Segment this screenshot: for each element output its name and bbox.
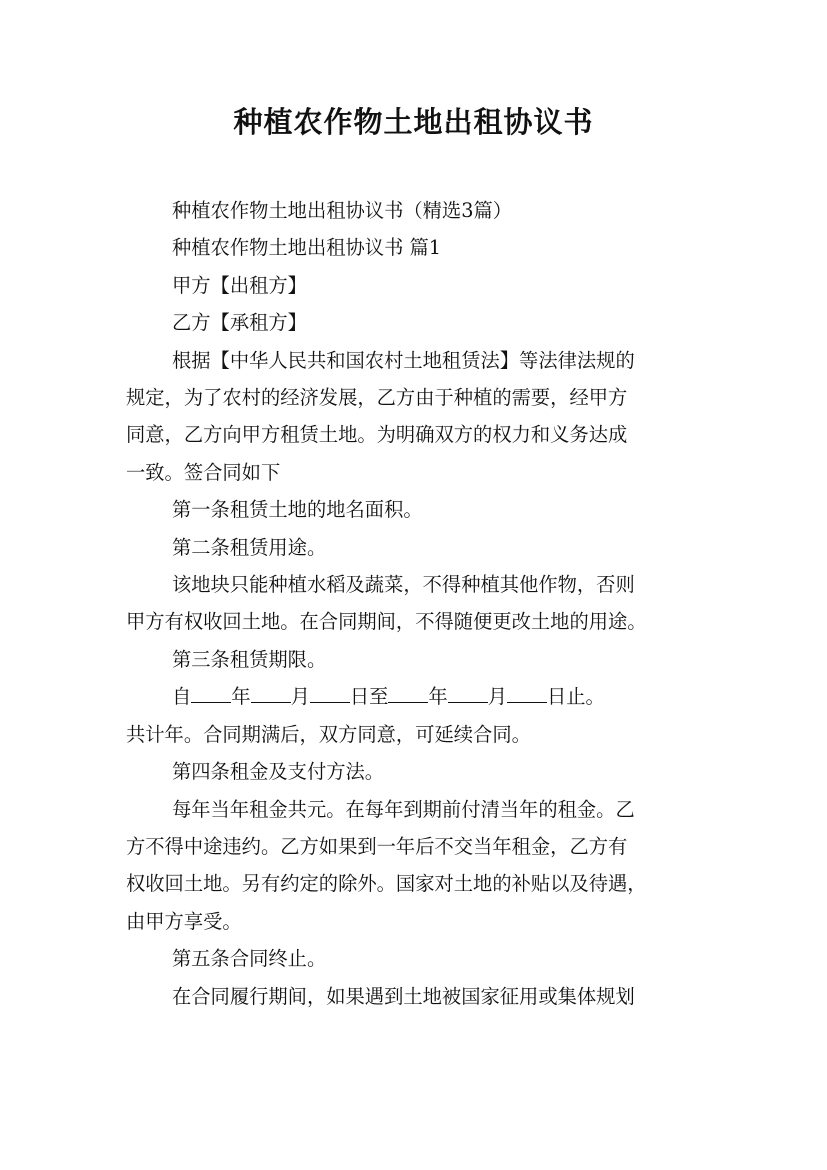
term-day-end: 日止。 bbox=[546, 685, 605, 709]
blank-field bbox=[507, 682, 547, 703]
paragraph-line: 方不得中途违约。乙方如果到一年后不交当年租金，乙方有 bbox=[126, 834, 628, 858]
section-heading: 种植农作物土地出租协议书 篇1 bbox=[172, 236, 442, 260]
paragraph-line: 同意，乙方向甲方租赁土地。为明确双方的权力和义务达成 bbox=[126, 423, 628, 447]
party-b-line: 乙方【承租方】 bbox=[172, 311, 307, 335]
document-title: 种植农作物土地出租协议书 bbox=[233, 105, 594, 139]
subtitle-line: 种植农作物土地出租协议书（精选3篇） bbox=[172, 199, 513, 222]
paragraph-line: 甲方有权收回土地。在合同期间，不得随便更改土地的用途。 bbox=[126, 610, 647, 634]
paragraph-line: 该地块只能种植水稻及蔬菜，不得种植其他作物，否则 bbox=[172, 573, 635, 597]
paragraph-line: 一致。签合同如下 bbox=[126, 460, 281, 484]
article-heading: 第二条租赁用途。 bbox=[172, 535, 327, 559]
term-day-to: 日至 bbox=[349, 685, 389, 709]
blank-field bbox=[251, 682, 291, 703]
paragraph-line: 在合同履行期间，如果遇到土地被国家征用或集体规划 bbox=[172, 984, 635, 1008]
term-month: 月 bbox=[290, 685, 310, 709]
term-year: 年 bbox=[231, 685, 251, 709]
paragraph-line: 每年当年租金共元。在每年到期前付清当年的租金。乙 bbox=[172, 797, 635, 821]
term-month: 月 bbox=[487, 685, 507, 709]
party-a-line: 甲方【出租方】 bbox=[172, 273, 307, 297]
blank-field bbox=[448, 682, 488, 703]
term-from: 自 bbox=[172, 685, 192, 709]
article-heading: 第三条租赁期限。 bbox=[172, 647, 327, 671]
article-heading: 第四条租金及支付方法。 bbox=[172, 760, 385, 784]
paragraph-line: 权收回土地。另有约定的除外。国家对土地的补贴以及待遇， bbox=[126, 872, 647, 896]
term-year: 年 bbox=[428, 685, 448, 709]
paragraph-line: 共计年。合同期满后，双方同意，可延续合同。 bbox=[126, 722, 531, 746]
document-body bbox=[126, 192, 704, 1015]
term-line bbox=[126, 678, 704, 715]
blank-field bbox=[191, 682, 231, 703]
paragraph-line: 规定，为了农村的经济发展，乙方由于种植的需要，经甲方 bbox=[126, 386, 628, 410]
paragraph-line: 根据【中华人民共和国农村土地租赁法】等法律法规的 bbox=[172, 348, 635, 372]
paragraph-line: 由甲方享受。 bbox=[126, 909, 242, 933]
blank-field bbox=[310, 682, 350, 703]
blank-field bbox=[388, 682, 428, 703]
article-heading: 第五条合同终止。 bbox=[172, 947, 327, 971]
article-heading: 第一条租赁土地的地名面积。 bbox=[172, 498, 423, 522]
